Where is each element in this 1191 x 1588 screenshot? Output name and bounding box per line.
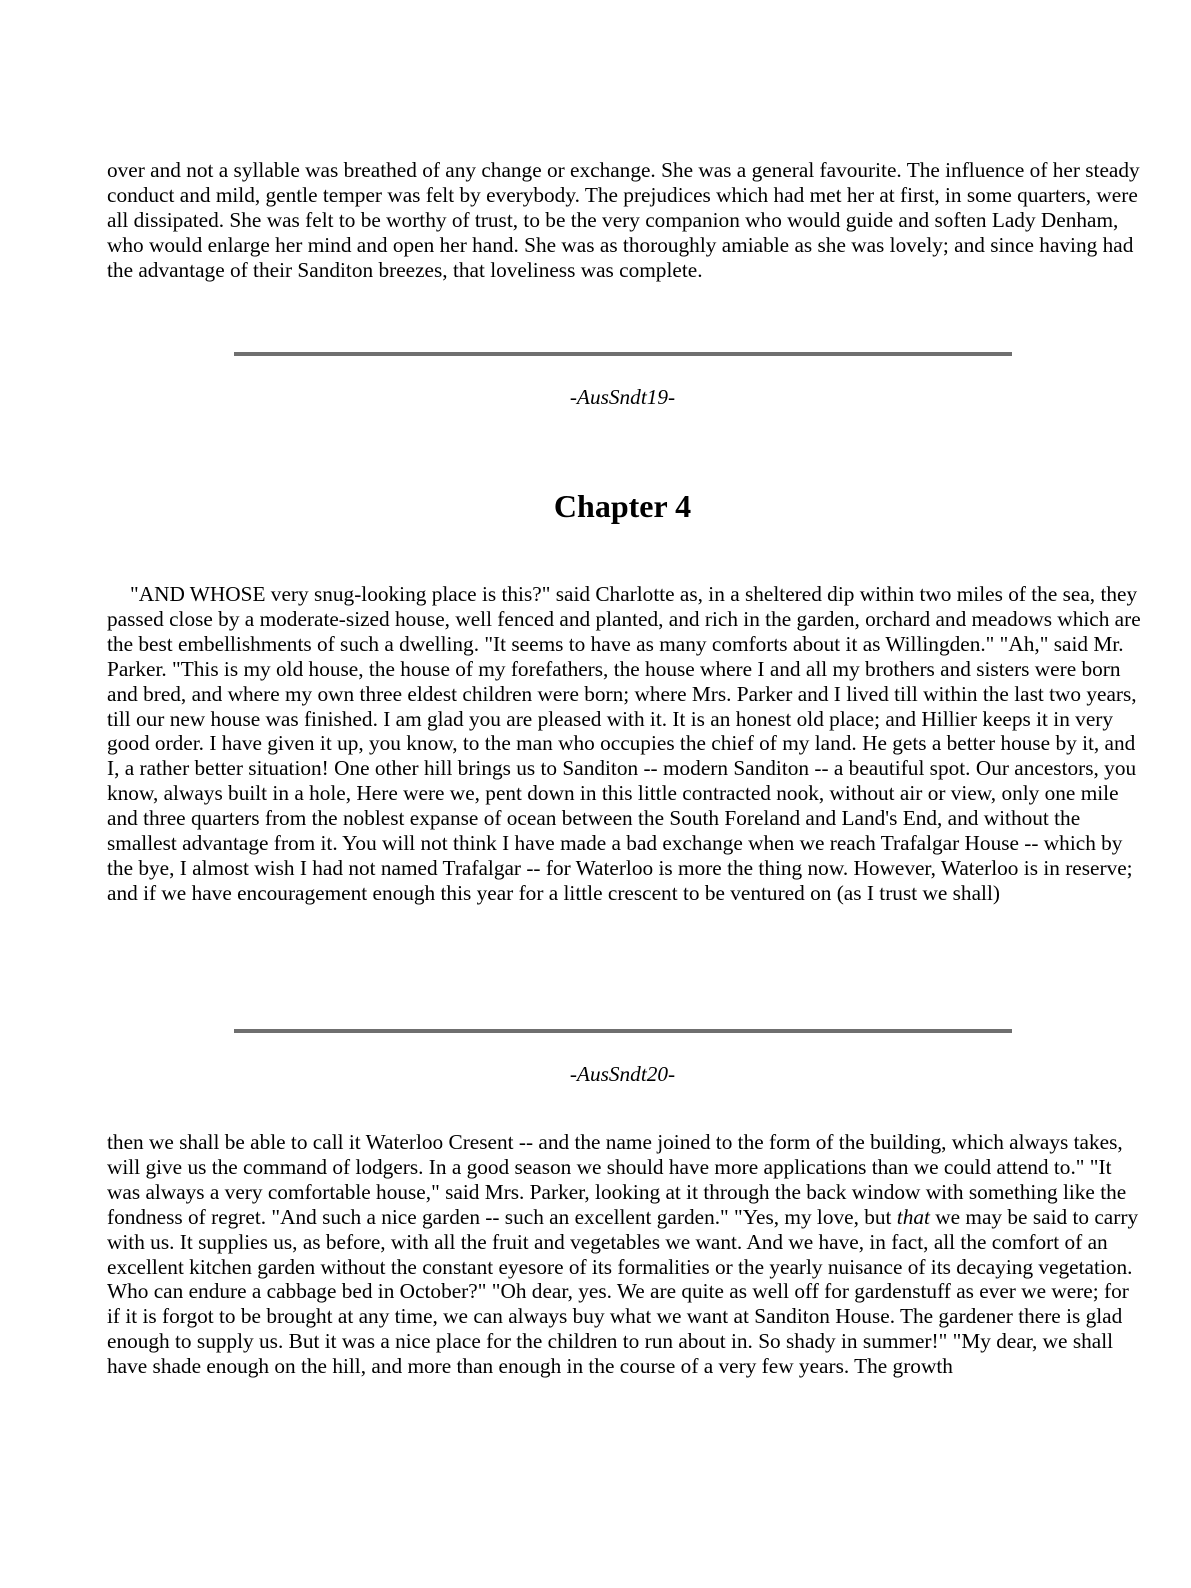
section-divider	[234, 1029, 1012, 1033]
paragraph-text: then we shall be able to call it Waterloo Cresent -- and the name joined to the form of the building, which always takes, will give us the command of lodgers. In a good season we should have more applications than we could attend to." "It was always a very comfortable house," said Mrs. Parker, looking at it through the back window with something like the fondness of regret. "And such a nice garden -- such an excellent garden." "Yes, my love, but	[107, 1130, 1127, 1229]
page-marker: -AusSndt19-	[569, 385, 676, 409]
emphasized-word: that	[896, 1204, 930, 1229]
section-divider	[234, 352, 1012, 356]
body-paragraph	[107, 1130, 1142, 1379]
paragraph-text: we may be said to carry with us. It supplies us, as before, with all the fruit and vegetables we want. And we have, in fact, all the comfort of an excellent kitchen garden without the constant eyesore of its formalities or the yearly nuisance of its decaying vegetation. Who can endure a cabbage bed in October?" "Oh dear, yes. We are quite as well off for gardenstuff as ever we were; for if it is forgot to be brought at any time, we can always buy what we want at Sanditon House. The gardener there is glad enough to supply us. But it was a nice place for the children to run about in. So shady in summer!" "My dear, we shall have shade enough on the hill, and more than enough in the course of a very few years. The growth	[107, 1204, 1139, 1379]
page-marker: -AusSndt20-	[569, 1062, 676, 1086]
body-paragraph: over and not a syllable was breathed of any change or exchange. She was a general favourite. The influence of her steady conduct and mild, gentle temper was felt by everybody. The prejudices which had met her at first, in some quarters, were all dissipated. She was felt to be worthy of trust, to be the very companion who would guide and soften Lady Denham, who would enlarge her mind and open her hand. She was as thoroughly amiable as she was lovely; and since having had the advantage of their Sanditon breezes, that loveliness was complete.	[107, 158, 1140, 282]
body-paragraph: "AND WHOSE very snug-looking place is this?" said Charlotte as, in a sheltered dip within two miles of the sea, they passed close by a moderate-sized house, well fenced and planted, and rich in the garden, orchard and meadows which are the best embellishments of such a dwelling. "It seems to have as many comforts about it as Willingden." "Ah," said Mr. Parker. "This is my old house, the house of my forefathers, the house where I and all my brothers and sisters were born and bred, and where my own three eldest children were born; where Mrs. Parker and I lived till within the last two years, till our new house was finished. I am glad you are pleased with it. It is an honest old place; and Hillier keeps it in very good order. I have given it up, you know, to the man who occupies the chief of my land. He gets a better house by it, and I, a rather better situation! One other hill brings us to Sanditon -- modern Sanditon -- a beautiful spot. Our ancestors, you know, always built in a hole, Here were we, pent down in this little contracted nook, without air or view, only one mile and three quarters from the noblest expanse of ocean between the South Foreland and Land's End, and without the smallest advantage from it. You will not think I have made a bad exchange when we reach Trafalgar House -- which by the bye, I almost wish I had not named Trafalgar -- for Waterloo is more the thing now. However, Waterloo is in reserve; and if we have encouragement enough this year for a little crescent to be ventured on (as I trust we shall)	[107, 582, 1141, 905]
chapter-title: Chapter 4	[553, 488, 692, 524]
